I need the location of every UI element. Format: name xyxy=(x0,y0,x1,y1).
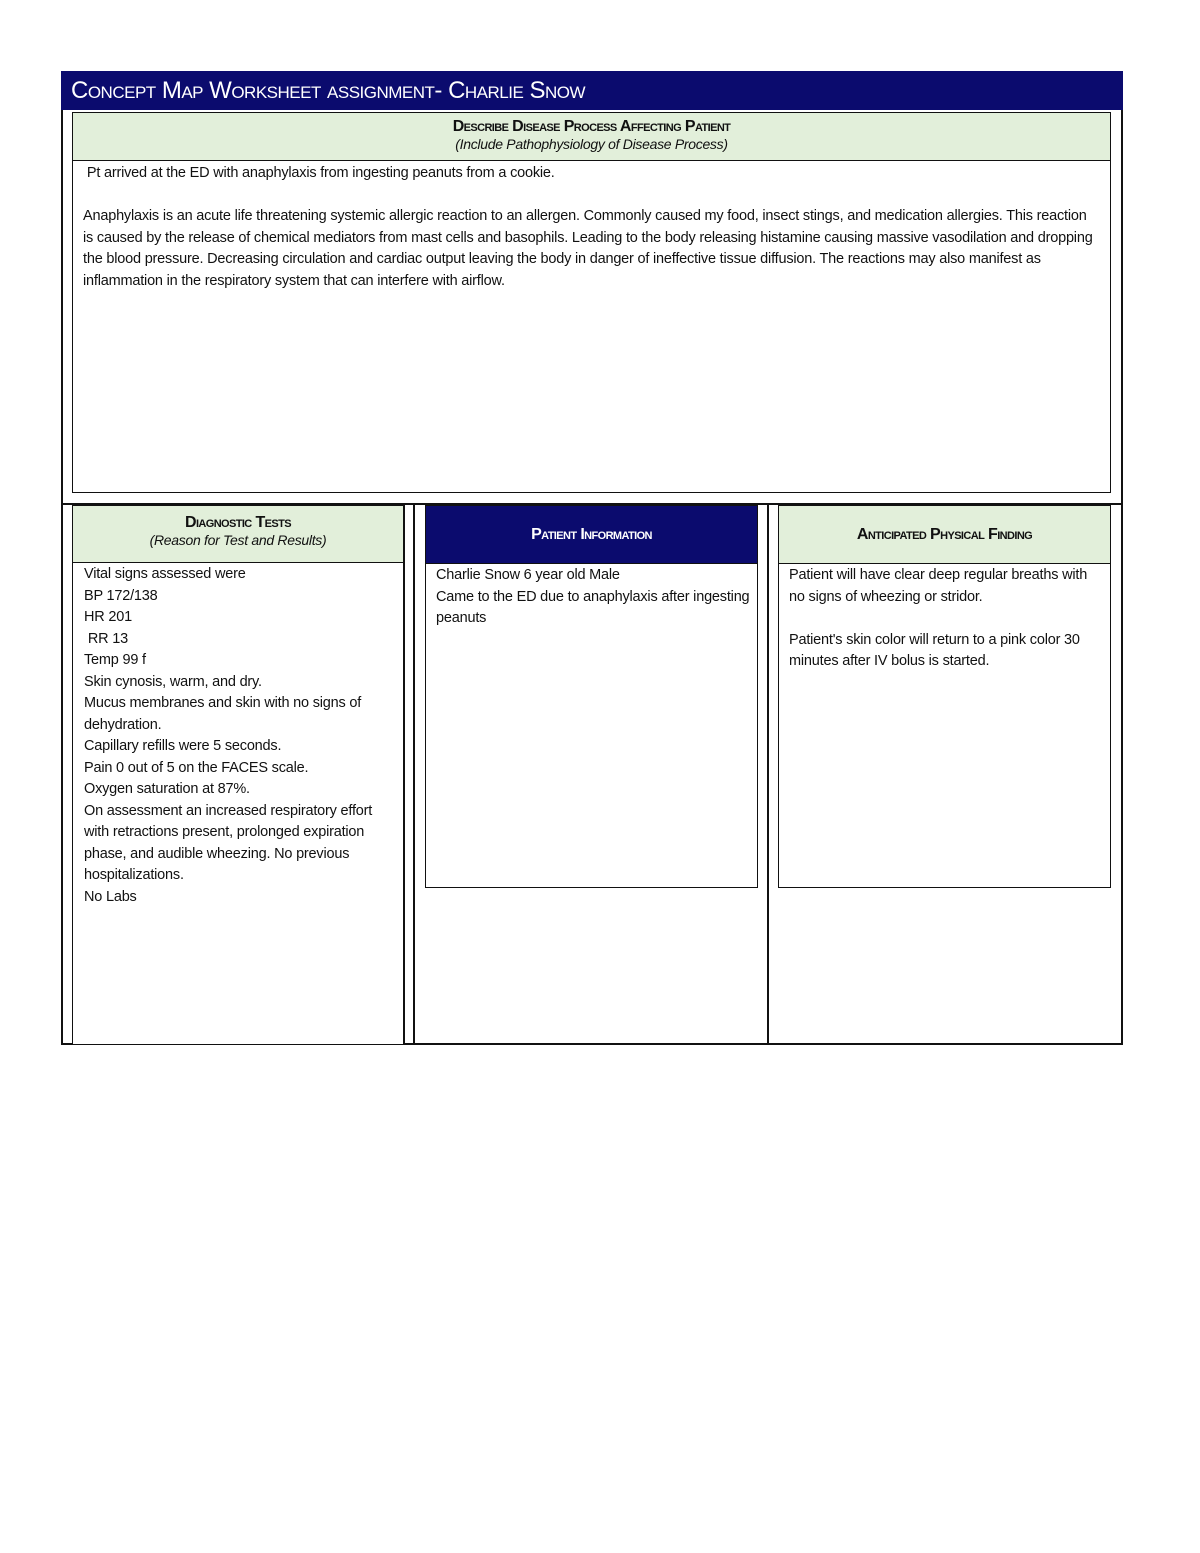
diagnostic-line: BP 172/138 xyxy=(84,587,158,604)
disease-process-header xyxy=(73,113,1110,161)
worksheet-title: Concept Map Worksheet assignment- Charlie Snow xyxy=(71,76,586,104)
diagnostic-line: Mucus membranes and skin with no signs of dehydration. xyxy=(84,695,362,733)
patient-information-header xyxy=(426,506,757,564)
diagnostic-line: No Labs xyxy=(84,888,137,905)
physical-finding-text: Patient will have clear deep regular breaths with no signs of wheezing or stridor. Patient's skin color will return to a pink color 30 minutes after IV bolus is started. xyxy=(789,567,1088,669)
diagnostic-tests-subheading: (Reason for Test and Results) xyxy=(149,532,327,548)
column-divider-1 xyxy=(413,503,415,1044)
diagnostic-tests-list xyxy=(73,564,403,908)
diagnostic-line: Oxygen saturation at 87%. xyxy=(84,781,250,797)
disease-process-heading: Describe Disease Process Affecting Patient xyxy=(452,118,731,135)
disease-process-text: Pt arrived at the ED with anaphylaxis from ingesting peanuts from a cookie. Anaphylaxis is an acute life threatening systemic allergic reaction to an allergen. Commonly caused my food, insect stings, and medication allergies. This reaction is caused by the release of chemical mediators from mast cells and basophils. Leading to the body releasing histamine causing massive vasodilation and dropping the blood pressure. Decreasing circulation and cardiac output leaving the body in danger of ineffective tissue diffusion. The reactions may also manifest as inflammation in the respiratory system that can interfere with airflow. xyxy=(83,165,1093,289)
diagnostic-line: Capillary refills were 5 seconds. xyxy=(84,738,282,754)
diagnostic-line: Temp 99 f xyxy=(84,652,146,668)
diagnostic-line: RR 13 xyxy=(84,630,128,647)
diagnostic-line: Skin cynosis, warm, and dry. xyxy=(84,673,262,690)
column-divider-2 xyxy=(767,503,769,1044)
physical-finding-header xyxy=(779,506,1110,564)
patient-information-heading: Patient Information xyxy=(531,525,652,543)
patient-info-line: Came to the ED due to anaphylaxis after ingesting peanuts xyxy=(436,588,750,626)
physical-finding-box xyxy=(778,505,1111,888)
diagnostic-right-edge xyxy=(403,505,405,1044)
disease-process-box xyxy=(72,112,1111,493)
diagnostic-tests-heading: Diagnostic Tests xyxy=(184,514,292,531)
diagnostic-line: HR 201 xyxy=(84,609,132,625)
diagnostic-line: Vital signs assessed were xyxy=(84,566,246,582)
diagnostic-line: Pain 0 out of 5 on the FACES scale. xyxy=(84,759,309,776)
patient-info-line: Charlie Snow 6 year old Male xyxy=(436,567,620,583)
patient-information-box xyxy=(425,505,758,888)
physical-finding-heading: Anticipated Physical Finding xyxy=(856,525,1033,543)
patient-information-text xyxy=(426,565,757,630)
diagnostic-tests-header xyxy=(73,506,403,563)
diagnostic-line: On assessment an increased respiratory effort with retractions present, prolonged expiration phase, and audible wheezing. No previous hospitalizations. xyxy=(84,802,373,883)
worksheet-title-bar xyxy=(61,71,1123,110)
disease-process-subheading: (Include Pathophysiology of Disease Process) xyxy=(455,136,728,152)
diagnostic-tests-box xyxy=(72,505,404,1044)
